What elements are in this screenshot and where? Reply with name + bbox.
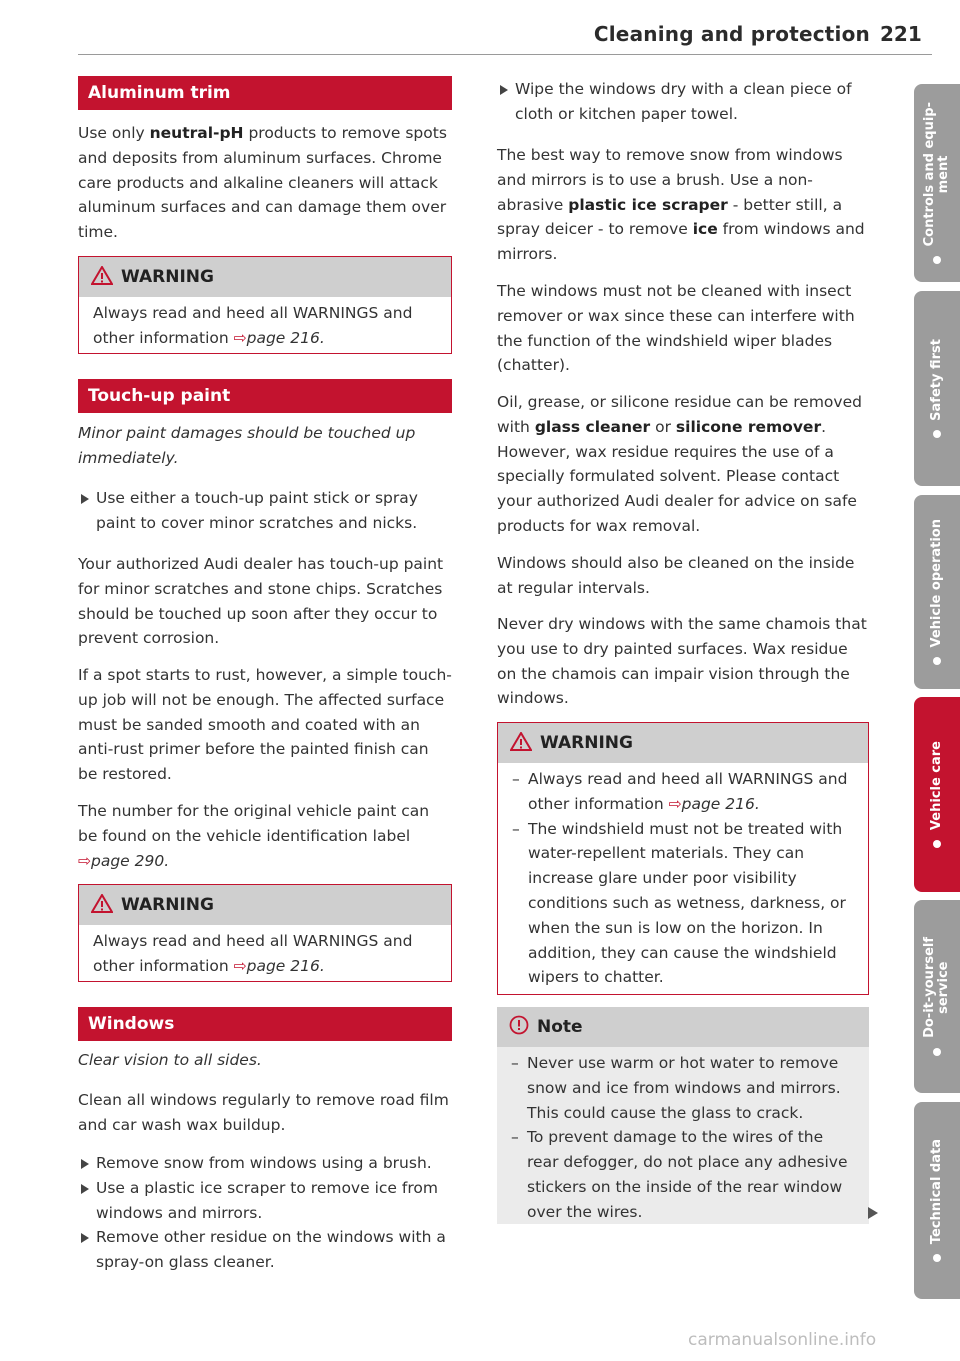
warning-triangle-icon [510, 732, 532, 751]
arrow-ref-icon: ⇨ [233, 328, 247, 347]
bullet-triangle-icon [81, 1233, 89, 1243]
windows-bullet-2 [78, 1176, 452, 1226]
header-rule [78, 54, 932, 55]
side-tab-diy-service[interactable] [914, 900, 960, 1093]
header-title: Cleaning and protection [593, 22, 870, 46]
tab-dot-icon [933, 256, 941, 264]
note-item-2: – To prevent damage to the wires of the rear defogger, do not place any adhesive stickers on the inside of the rear window over the wires. [511, 1128, 848, 1221]
warning-title-1: WARNING [121, 267, 214, 287]
page-number: 221 [880, 22, 922, 46]
side-tab-label: Technical data [929, 1138, 944, 1245]
windows-bullet-text-2: Use a plastic ice scraper to remove ice from windows and mirrors. [96, 1179, 438, 1222]
aluminum-paragraph [78, 121, 452, 245]
snow-text-3: from windows and mirrors. [497, 220, 865, 264]
snow-paragraph [497, 143, 869, 267]
side-tab-safety[interactable] [914, 291, 960, 486]
note-header [497, 1007, 869, 1047]
warning-title-3: WARNING [540, 733, 633, 753]
side-tab-technical-data[interactable] [914, 1102, 960, 1299]
touchup-paragraph-1: Your authorized Audi dealer has touch-up paint for minor scratches and stone chips. Scratches should be touched up soon after they occur to prevent corrosion. [78, 555, 444, 648]
windows-bullet-text-1: Remove snow from windows using a brush. [96, 1154, 432, 1172]
side-tab-controls[interactable] [914, 84, 960, 282]
page-ref-link-1[interactable]: page 216. [246, 328, 325, 347]
touchup-paragraph-2: If a spot starts to rust, however, a simple touch-up job will not be enough. The affected surface must be sanded smooth and coated with an anti-rust primer before the painted finish can be restored. [78, 666, 452, 784]
windows-bullet-1 [78, 1151, 452, 1176]
bullet-triangle-icon [81, 494, 89, 504]
wipe-bullet-text: Wipe the windows dry with a clean piece of cloth or kitchen paper towel. [515, 80, 852, 123]
note-body [497, 1047, 869, 1233]
wipe-bullet [497, 77, 869, 127]
arrow-ref-icon: ⇨ [668, 794, 682, 813]
side-tab-label: Vehicle care [929, 740, 944, 831]
warning-box-1 [78, 256, 452, 354]
warning-box-2 [78, 884, 452, 982]
oil-bold-1: glass cleaner [534, 417, 651, 436]
warning-item-1-text: Always read and heed all WARNINGS and other information [528, 770, 848, 813]
windows-bullet-3 [78, 1225, 452, 1275]
note-item-1-text: Never use warm or hot water to remove snow and ice from windows and mirrors. This could cause the glass to crack. [527, 1054, 841, 1122]
arrow-ref-icon: ⇨ [78, 851, 91, 870]
bullet-triangle-icon [81, 1159, 89, 1169]
snow-bold-2: ice [692, 220, 718, 239]
warning-item-2: – The windshield must not be treated with water-repellent materials. They can increase glare under poor visibility conditions such as wetness, darkness, or when the sun is low on the horizon. In addition, they can cause the windshield wipers to chatter. [512, 819, 846, 987]
bullet-triangle-icon [500, 85, 508, 95]
continue-arrow-icon [868, 1207, 878, 1219]
touchup-paragraph-3 [78, 799, 452, 873]
watermark: carmanualsonline.info [688, 1330, 877, 1350]
oil-text-2: or [650, 417, 676, 436]
oil-paragraph [497, 390, 869, 539]
snow-bold-1: plastic ice scraper [568, 195, 728, 214]
note-title: Note [537, 1017, 583, 1037]
warning-title-2: WARNING [121, 895, 214, 915]
aluminum-text-2: products to remove spots and deposits from aluminum surfaces. Chrome care products and alkaline cleaners will attack aluminum surfaces and can damage them over time. [78, 124, 447, 242]
side-tab-operation[interactable] [914, 495, 960, 689]
page-ref-link-2[interactable]: page 290. [91, 851, 170, 870]
warning-box-3 [497, 722, 869, 995]
warning-header-1 [79, 257, 451, 297]
page-ref-link-3[interactable]: page 216. [246, 956, 325, 975]
aluminum-text-1: Use only [78, 124, 150, 142]
warning-header-3 [498, 723, 868, 763]
note-item-2-text: To prevent damage to the wires of the rear defogger, do not place any adhesive stickers on the inside of the rear window over the wires. [527, 1128, 848, 1221]
oil-text-3: . However, wax residue requires the use of a specially formulated solvent. Please contact your authorized Audi dealer for advice on safe products for wax removal. [497, 417, 857, 535]
arrow-ref-icon: ⇨ [233, 956, 247, 975]
side-tab-label: Do-it-yourself service [922, 937, 951, 1038]
touchup-bullet [78, 486, 452, 536]
side-tab-label: Vehicle operation [929, 518, 944, 648]
windows-bullet-text-3: Remove other residue on the windows with a spray-on glass cleaner. [96, 1228, 446, 1271]
section-heading-touchup: Touch-up paint [78, 379, 452, 413]
tab-dot-icon [933, 840, 941, 848]
oil-bold-2: silicone remover [675, 417, 822, 436]
side-tab-label: Safety first [929, 338, 944, 421]
insect-paragraph: The windows must not be cleaned with insect remover or wax since these can interfere with the function of the windshield wiper blades (chatter). [497, 282, 855, 375]
note-box [497, 1007, 869, 1224]
windows-intro: Clear vision to all sides. [78, 1051, 262, 1069]
warning-text-1: Always read and heed all WARNINGS and other information [93, 304, 413, 347]
tab-dot-icon [933, 1048, 941, 1056]
warning-body-2 [79, 925, 451, 987]
bullet-triangle-icon [81, 1184, 89, 1194]
section-heading-aluminum: Aluminum trim [78, 76, 452, 110]
touchup-intro: Minor paint damages should be touched up immediately. [78, 424, 416, 467]
warning-text-2: Always read and heed all WARNINGS and other information [93, 932, 413, 975]
snow-text-2: - better still, a spray deicer - to remove [497, 195, 843, 239]
warning-header-2 [79, 885, 451, 925]
inside-paragraph: Windows should also be cleaned on the inside at regular intervals. [497, 554, 855, 597]
touchup-p3-text: The number for the original vehicle paint can be found on the vehicle identification label [78, 802, 430, 845]
side-tab-vehicle-care[interactable] [914, 697, 960, 892]
aluminum-bold: neutral-pH [149, 124, 244, 142]
oil-text-1: Oil, grease, or silicone residue can be removed with [497, 393, 862, 436]
snow-text-1: The best way to remove snow from windows and mirrors is to use a brush. Use a non-abrasive [497, 146, 843, 214]
warning-triangle-icon [91, 266, 113, 285]
warning-triangle-icon [91, 894, 113, 913]
windows-paragraph-1: Clean all windows regularly to remove road film and car wash wax buildup. [78, 1091, 449, 1134]
page-ref-link-4[interactable]: page 216. [681, 794, 760, 813]
warning-body-1 [79, 297, 451, 359]
tab-dot-icon [933, 430, 941, 438]
warning-body-3 [498, 763, 868, 998]
warning-item-2-text: The windshield must not be treated with water-repellent materials. They can increase glare under poor visibility conditions such as wetness, darkness, or when the sun is low on the horizon. In addition, they can cause the windshield wipers to chatter. [528, 819, 846, 987]
tab-dot-icon [933, 1254, 941, 1262]
tab-dot-icon [933, 657, 941, 665]
side-tab-label: Controls and equip- ment [922, 101, 951, 247]
chamois-paragraph: Never dry windows with the same chamois that you use to dry painted surfaces. Wax residue on the chamois can impair vision through the windows. [497, 615, 867, 708]
note-info-icon [509, 1015, 529, 1035]
warning-item-1: – Always read and heed all WARNINGS and other information ⇨page 216. [512, 770, 848, 813]
touchup-bullet-text: Use either a touch-up paint stick or spray paint to cover minor scratches and nicks. [96, 489, 418, 532]
section-heading-windows: Windows [78, 1007, 452, 1041]
note-item-1: – Never use warm or hot water to remove snow and ice from windows and mirrors. This could cause the glass to crack. [511, 1054, 841, 1122]
